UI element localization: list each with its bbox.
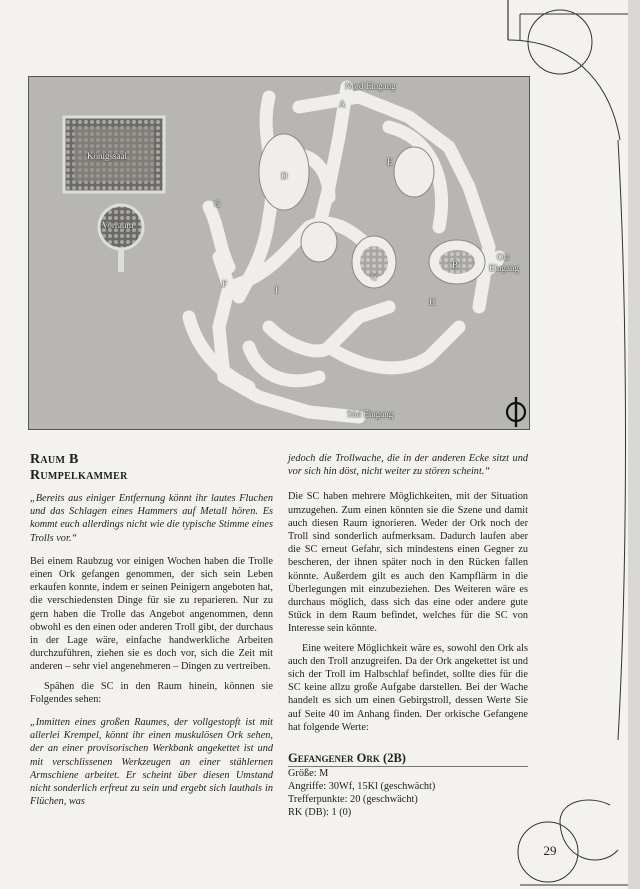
map-label-sued-eingang: Süd Eingang [347,409,394,419]
map-label-room-h: H [429,297,436,307]
intro-read-aloud: „Bereits aus einiger Entfernung könnt ihr lautes Fluchen und das Schlagen eines Hammers auf Metall hören. Es kommt euch allerdings nicht wie die typische Stimme eines Trolls vor.“ [30,493,273,544]
section-heading-line-2: Rumpelkammer [30,468,128,483]
dungeon-map-drawing [29,77,529,429]
read-aloud-continued: jedoch die Trollwache, die in der anderen Ecke sitzt und vor sich hin döst, nicht weiter zu stören scheint.“ [288,453,528,478]
map-label-vorraum: Vorraum [102,220,134,230]
map-label-room-a: A [339,99,346,109]
body-paragraph: Spähen die SC in den Raum hinein, können sie Folgendes sehen: [30,680,273,705]
stat-line: Trefferpunkte: 20 (geschwächt) [288,794,418,806]
map-label-room-e: E [387,157,393,167]
stat-line: Größe: M [288,768,329,780]
right-column [288,452,528,819]
stat-line: RK (DB): 1 (0) [288,807,352,819]
map-label-room-c: C [371,272,378,282]
page-number: 29 [543,843,557,858]
map-label-room-d: D [281,171,288,181]
left-column [30,452,273,814]
body-paragraph: Die SC haben mehrere Möglichkeiten, mit der Situation umzugehen. Zum einen könnten sie die Szene und damit auch diesen Raum ignorieren. Weder der Ork noch der Troll sind sonderlich aufmerksam. Dadurch laufen aber die SC erneut Gefahr, sich mindestens einen Gegner zu bescheren, der ihnen später noch in den Rücken fallen könnte. Außerdem gilt es auch den Kampflärm in die Überlegungen mit einzubeziehen. Des Weiteren wäre es durchaus möglich, dass sich das eine oder andere gute Stück in dem Raum befindet, welches für die SC von Interesse sein könnte. [288,491,528,635]
map-label-room-b: B [452,260,459,270]
stat-line: Angriffe: 30Wf, 15Kl (geschwächt) [288,781,436,793]
body-paragraph: Eine weitere Möglichkeit wäre es, sowohl den Ork als auch den Troll anzugreifen. Da der Ork angekettet ist und sich der Troll im Halbschlaf befindet, sollte dies für die SC keine allzu große Aufgabe darstellen. Bei der Wache handelt es sich um einen Gebirgstroll, dessen Werte Sie auf Seite 40 im Anhang finden. Der orkische Gefangene hat folgende Werte: [288,642,528,733]
map-label-ost-eingang-2: Eingang [489,263,519,273]
map-label-room-f: F [222,279,228,289]
body-paragraph: Bei einem Raubzug vor einigen Wochen haben die Trolle einen Ork gefangen genommen, der sich sein Leben erkaufen konnte, indem er seinen Peinigern angeboten hat, die verschiedensten Dinge für sie zu reparieren. Nur zu gern haben die Trolle das Angebot angenommen, denn obwohl es den einen oder anderen Troll gibt, der durchaus in der Lage wäre, einfache handwerkliche Arbeiten durchzuführen, ziehen sie es doch vor, sich die Zeit mit anderen – sehr viel angenehmeren – Dingen zu vertreiben. [30,555,273,673]
section-heading-line-1: Raum B [30,452,79,467]
map-label-koenigssaal: Königssaal [87,151,127,161]
map-label-room-i: I [275,285,278,295]
read-aloud-box: „Inmitten eines großen Raumes, der vollgestopft ist mit allerlei Krempel, könnt ihr einen muskulösen Ork sehen, der an einer provisorischen Werkbank angekettet ist und mit verschlissenen Werkzeugen an einer stählernen Armschiene arbeitet. Er scheint über diesen Umstand nicht sonderlich erfreut zu sein und ergebt sich lauthals in Flüchen, was [30,717,273,808]
stat-block-heading: Gefangener Ork (2B) [288,752,528,767]
map-label-ost-eingang-1: Ost [497,252,510,262]
map-label-room-g: G [214,199,221,209]
dungeon-map [28,76,530,430]
map-label-nord-eingang: Nord Eingang [345,81,396,91]
